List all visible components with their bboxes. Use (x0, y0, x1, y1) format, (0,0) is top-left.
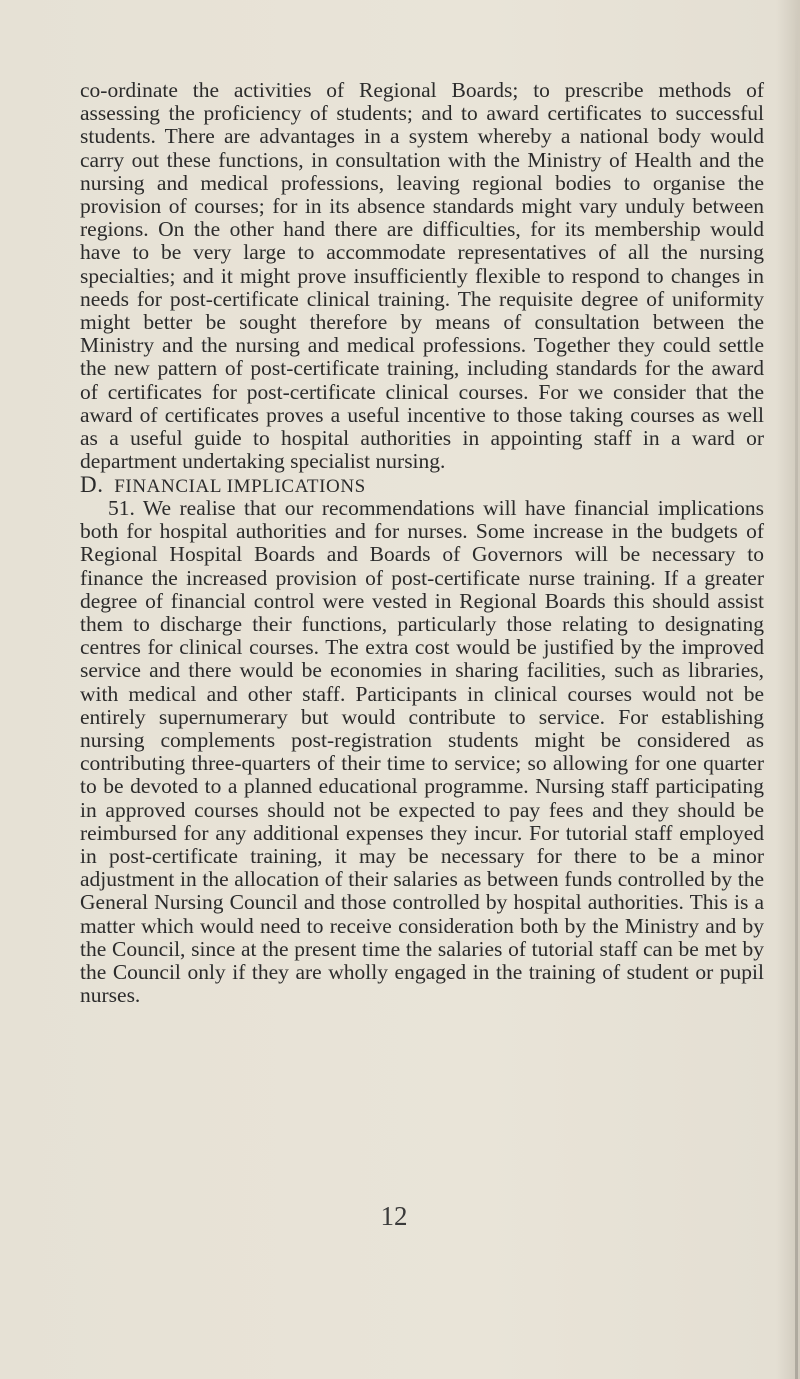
body-paragraph-continued: co-ordinate the activities of Regional Boards; to prescribe methods of assessing the proficiency of students; and to award certificates to successful students. There are advantages in a system whereby a national body would carry out these functions, in consultation with the Ministry of Health and the nursing and medical professions, leaving regional bodies to organise the provision of courses; for in its absence standards might vary unduly between regions. On the other hand there are difficulties, for its membership would have to be very large to accommodate representatives of all the nursing specialties; and it might prove insufficiently flexible to respond to changes in needs for post-certificate clinical training. The requisite degree of uniformity might better be sought therefore by means of consultation between the Ministry and the nursing and medical professions. Together they could settle the new pattern of post-certificate training, including standards for the award of certificates for post-certificate clinical courses. For we consider that the award of certificates proves a useful incentive to those taking courses as well as a useful guide to hospital authorities in appointing staff in a ward or department undertaking specialist nursing. (80, 78, 764, 474)
page-edge (795, 0, 798, 1379)
section-heading (80, 472, 366, 498)
page-number: 12 (380, 1201, 408, 1231)
section-letter: D. (80, 472, 104, 497)
body-paragraph-51: 51. We realise that our recommendations will have financial implications both for hospital authorities and for nurses. Some increase in the budgets of Regional Hospital Boards and Boards of Governors will be necessary to finance the increased provision of post-certificate nurse training. If a greater degree of financial control were vested in Regional Boards this should assist them to discharge their functions, particularly those relating to designating centres for clinical courses. The extra cost would be justified by the improved service and there would be economies in sharing facilities, such as libraries, with medical and other staff. Participants in clinical courses would not be entirely supernumerary but would contribute to service. For establishing nursing complements post-registration students might be considered as contributing three-quarters of their time to service; so allowing for one quarter to be devoted to a planned educational programme. Nursing staff participating in approved courses should not be expected to pay fees and they should be reimbursed for any additional expenses they incur. For tutorial staff employed in post-certificate training, it may be necessary for there to be a minor adjustment in the allocation of their salaries as between funds controlled by the General Nursing Council and those controlled by hospital authorities. This is a matter which would need to receive consideration both by the Ministry and by the Council, since at the present time the salaries of tutorial staff can be met by the Council only if they are wholly engaged in the training of student or pupil nurses. (80, 496, 764, 1008)
section-title: FINANCIAL IMPLICATIONS (114, 476, 366, 497)
